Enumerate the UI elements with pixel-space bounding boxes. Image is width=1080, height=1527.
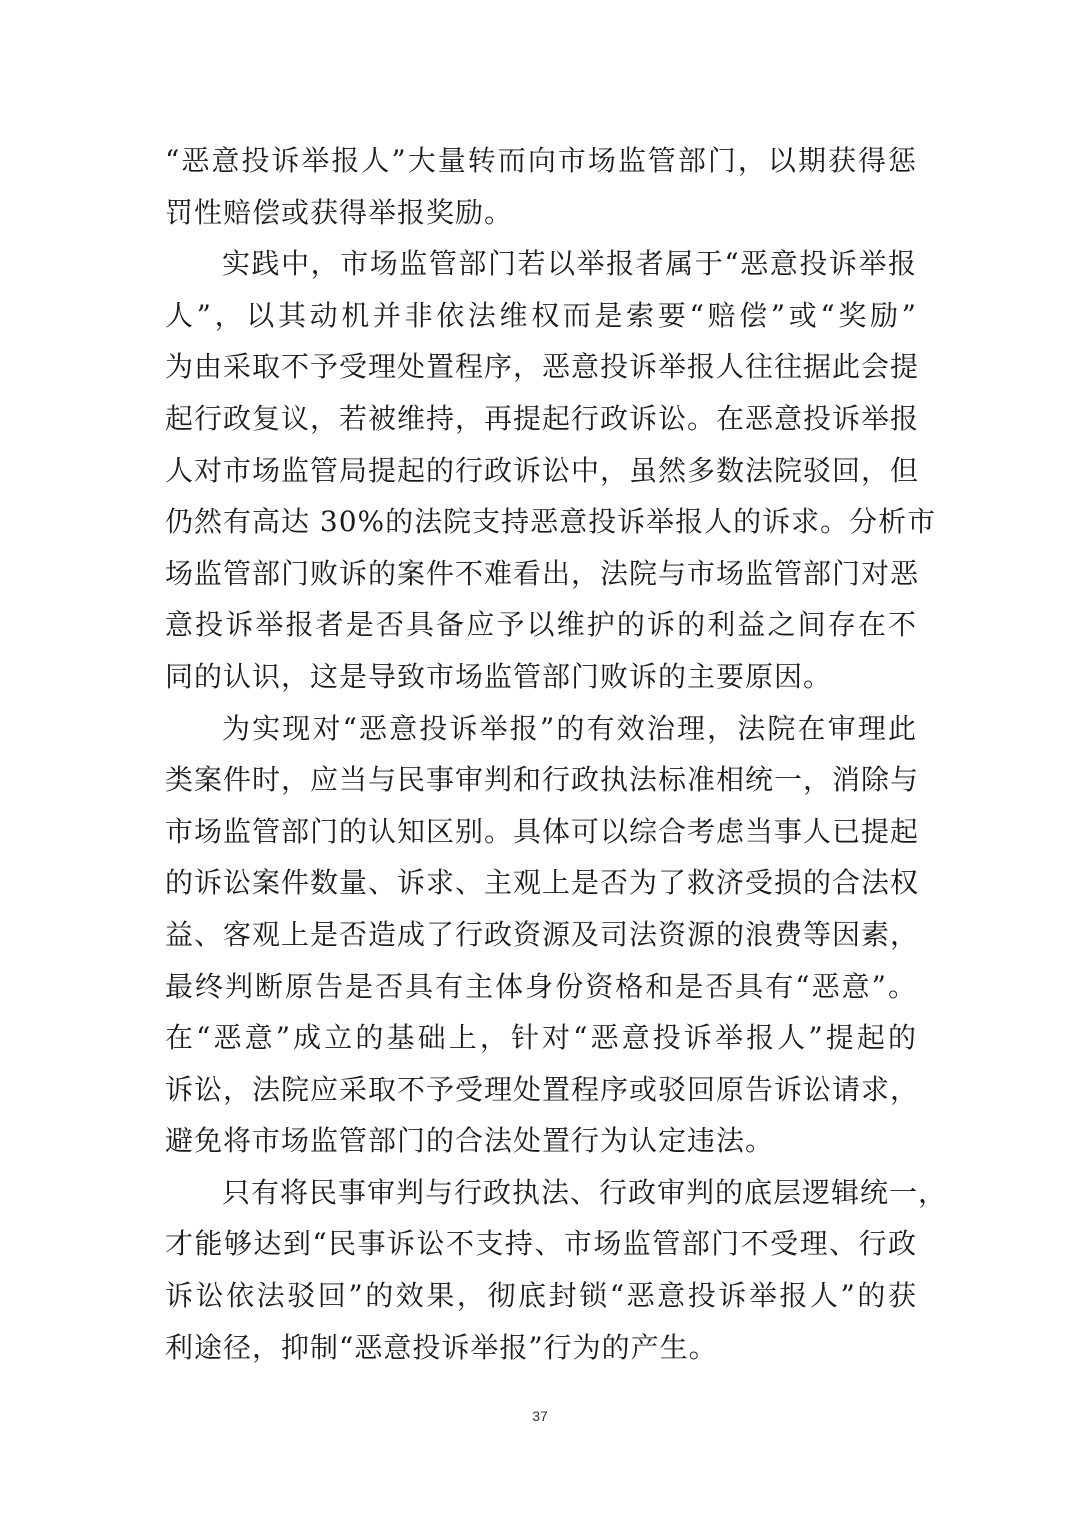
text-line: 避免将市场监管部门的合法处置行为认定违法。 (165, 1124, 775, 1158)
text-line: 利途径，抑制“恶意投诉举报”行为的产生。 (165, 1330, 718, 1364)
paragraph (165, 1167, 948, 1373)
text-line: 起行政复议，若被维持，再提起行政诉讼。在恶意投诉举报 (165, 401, 920, 435)
text-line: 场监管部门败诉的案件不难看出，法院与市场监管部门对恶 (165, 556, 920, 590)
text-line: 的诉讼案件数量、诉求、主观上是否为了救济受损的合法权 (165, 866, 920, 900)
text-line: 同的认识，这是导致市场监管部门败诉的主要原因。 (165, 659, 833, 693)
text-line: 仍然有高达 30%的法院支持恶意投诉举报人的诉求。分析市 (165, 505, 937, 539)
paragraph (165, 703, 920, 1167)
text-line: 实践中，市场监管部门若以举报者属于“恶意投诉举报 (222, 247, 917, 281)
text-line: 为实现对“恶意投诉举报”的有效治理，法院在审理此 (222, 711, 917, 745)
body-text (165, 135, 948, 1373)
text-line: 人”，以其动机并非依法维权而是索要“赔偿”或“奖励” (165, 298, 917, 332)
text-line: 市场监管部门的认知区别。具体可以综合考虑当事人已提起 (165, 814, 920, 848)
page-number: 37 (532, 1408, 548, 1424)
text-line: 诉讼依法驳回”的效果，彻底封锁“恶意投诉举报人”的获 (165, 1279, 917, 1313)
text-line: 益、客观上是否造成了行政资源及司法资源的浪费等因素， (165, 917, 920, 951)
text-line: 诉讼，法院应采取不予受理处置程序或驳回原告诉讼请求， (165, 1072, 920, 1106)
paragraph (165, 135, 917, 238)
text-line: 只有将民事审判与行政执法、行政审判的底层逻辑统一， (222, 1175, 948, 1209)
text-line: 在“恶意”成立的基础上，针对“恶意投诉举报人”提起的 (165, 1021, 917, 1055)
text-line: 最终判断原告是否具有主体身份资格和是否具有“恶意”。 (165, 969, 917, 1003)
paragraph (165, 238, 937, 702)
text-line: 人对市场监管局提起的行政诉讼中，虽然多数法院驳回，但 (165, 453, 920, 487)
text-line: 意投诉举报者是否具备应予以维护的诉的利益之间存在不 (165, 608, 917, 642)
text-line: 才能够达到“民事诉讼不支持、市场监管部门不受理、行政 (165, 1227, 917, 1261)
text-line: 为由采取不予受理处置程序，恶意投诉举报人往往据此会提 (165, 350, 920, 384)
text-line: “恶意投诉举报人”大量转而向市场监管部门，以期获得惩 (165, 144, 917, 177)
text-line: 罚性赔偿或获得举报奖励。 (165, 195, 514, 229)
text-line: 类案件时，应当与民事审判和行政执法标准相统一，消除与 (165, 763, 920, 797)
